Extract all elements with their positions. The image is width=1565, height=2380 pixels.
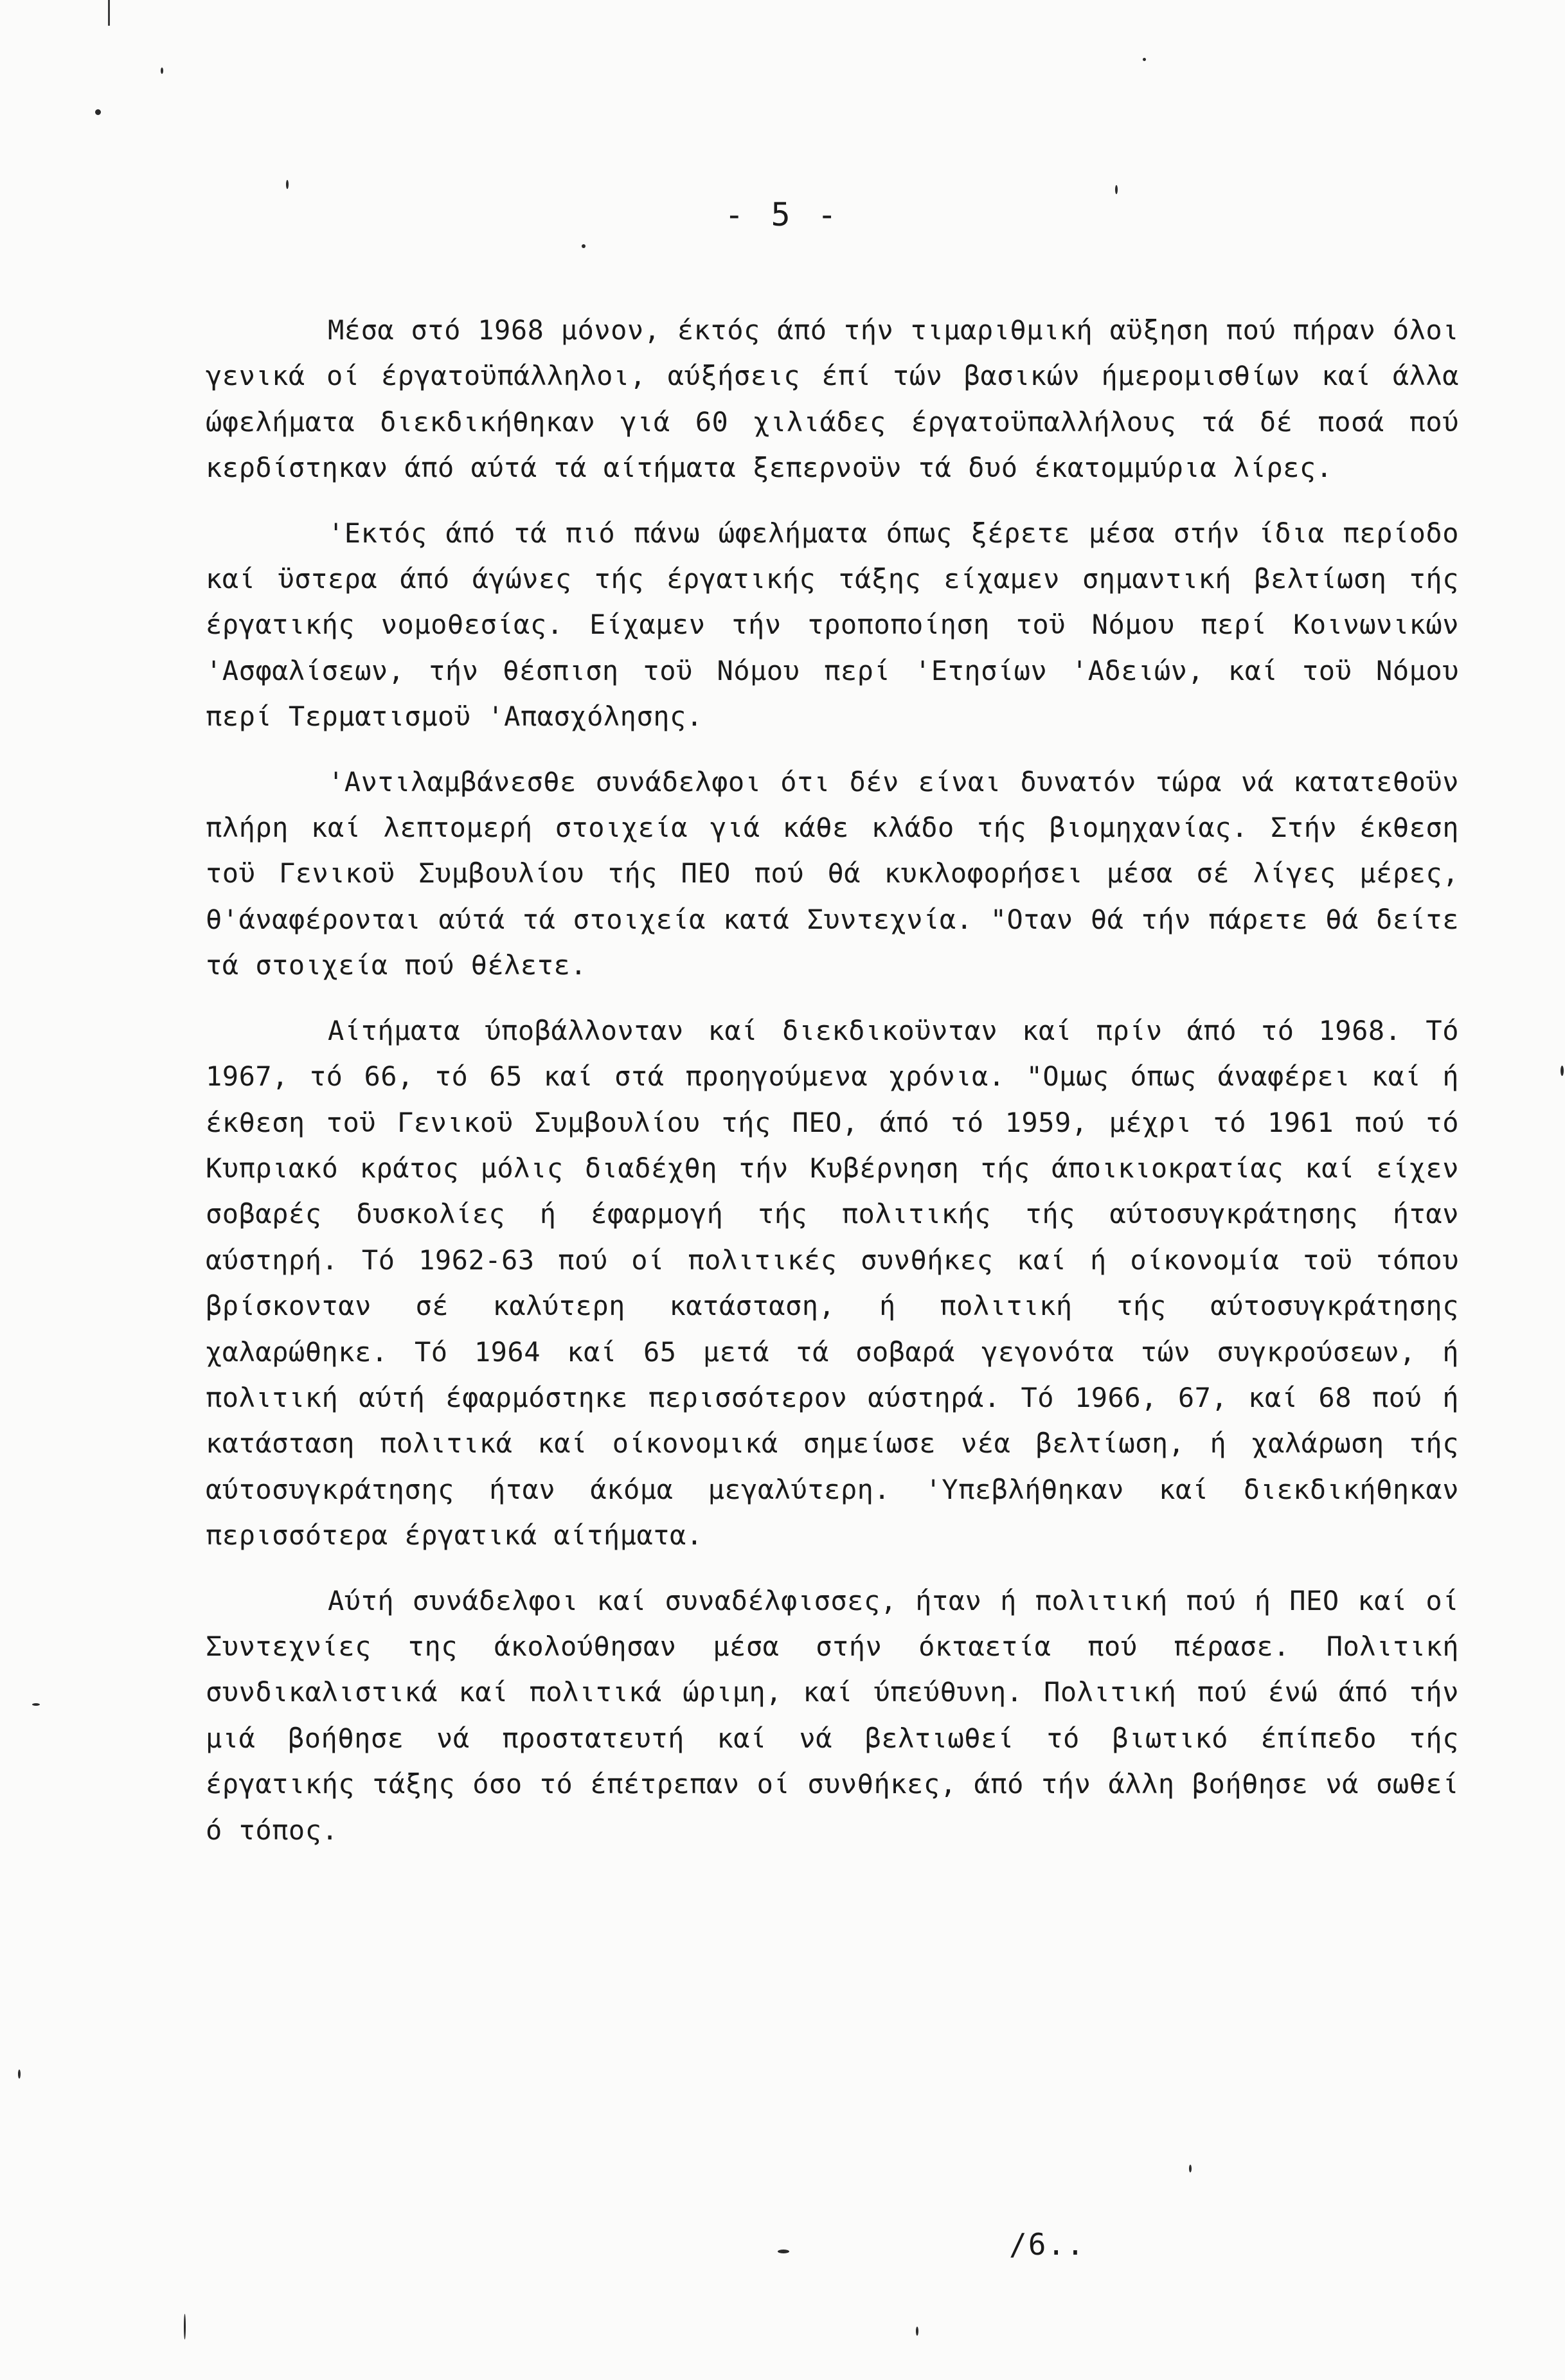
page-number: - 5 - <box>724 196 841 233</box>
scan-speck <box>184 2314 186 2340</box>
document-body <box>206 307 1476 1872</box>
scan-speck <box>582 244 586 248</box>
scan-speck <box>1561 1066 1564 1076</box>
scan-speck <box>1189 2165 1192 2172</box>
scan-speck <box>18 2070 21 2079</box>
scan-speck <box>1143 58 1146 61</box>
scan-speck <box>32 1703 40 1706</box>
paragraph: 'Αντιλαμβάνεσθε συνάδελφοι ότι δέν είναι δυνατόν τώρα νά κατατεθοϋν πλήρη καί λεπτομερή στοιχεία γιά κάθε κλάδο τής βιομηχανίας. Στήν έκθεση τοϋ Γενικοϋ Συμβουλίου τής ΠΕΟ πού θά κυκλοφορήσει μέσα σέ λίγες μέρες, θ'άναφέρονται αύτά τά στοιχεία κατά Συντεχνία. "Οταν θά τήν πάρετε θά δείτε τά στοιχεία πού θέλετε. <box>206 765 1476 981</box>
continuation-marker: /6.. <box>1009 2227 1086 2262</box>
scan-speck <box>95 109 101 115</box>
scan-speck <box>916 2327 918 2336</box>
paragraph: Αύτή συνάδελφοι καί συναδέλφισσες, ήταν ή πολιτική πού ή ΠΕΟ καί οί Συντεχνίες της άκολούθησαν μέσα στήν όκταετία πού πέρασε. Πολιτική συνδικαλιστικά καί πολιτικά ώριμη, καί ύπεύθυνη. Πολιτική πού ένώ άπό τήν μιά βοήθησε νά προστατευτή καί νά βελτιωθεί τό βιωτικό έπίπεδο τής έργατικής τάξης όσο τό έπέτρεπαν οί συνθήκες, άπό τήν άλλη βοήθησε νά σωθεί ό τόπος. <box>206 1584 1476 1846</box>
paragraph: Μέσα στό 1968 μόνον, έκτός άπό τήν τιμαριθμική αϋξηση πού πήραν όλοι γενικά οί έργατοϋπάλληλοι, αύξήσεις έπί τών βασικών ήμερομισθίων καί άλλα ώφελήματα διεκδικήθηκαν γιά 60 χιλιάδες έργατοϋπαλλήλους τά δέ ποσά πού κερδίστηκαν άπό αύτά τά αίτήματα ξεπερνοϋν τά δυό έκατομμύρια λίρες. <box>206 314 1476 484</box>
scan-speck <box>286 180 289 189</box>
scan-speck <box>778 2250 789 2253</box>
scan-speck <box>161 67 163 74</box>
paragraph: Αίτήματα ύποβάλλονταν καί διεκδικοϋνταν καί πρίν άπό τό 1968. Τό 1967, τό 66, τό 65 καί στά προηγούμενα χρόνια. "Ομως όπως άναφέρει καί ή έκθεση τοϋ Γενικοϋ Συμβουλίου τής ΠΕΟ, άπό τό 1959, μέχρι τό 1961 πού τό Κυπριακό κράτος μόλις διαδέχθη τήν Κυβέρνηση τής άποικιοκρατίας καί είχεν σοβαρές δυσκολίες ή έφαρμογή τής πολιτικής τής αύτοσυγκράτησης ήταν αύστηρή. Τό 1962-63 πού οί πολιτικές συνθήκες καί ή οίκονομία τοϋ τόπου βρίσκονταν σέ καλύτερη κατάσταση, ή πολιτική τής αύτοσυγκράτησης χαλαρώθηκε. Τό 1964 καί 65 μετά τά σοβαρά γεγονότα τών συγκρούσεων, ή πολιτική αύτή έφαρμόστηκε περισσότερον αύστηρά. Τό 1966, 67, καί 68 πού ή κατάσταση πολιτικά καί οίκονομικά σημείωσε νέα βελτίωση, ή χαλάρωση τής αύτοσυγκράτησης ήταν άκόμα μεγαλύτερη. 'Υπεβλήθηκαν καί διεκδικήθηκαν περισσότερα έργατικά αίτήματα. <box>206 1014 1476 1552</box>
scan-speck <box>1115 185 1118 194</box>
paragraph: 'Εκτός άπό τά πιό πάνω ώφελήματα όπως ξέρετε μέσα στήν ίδια περίοδο καί ϋστερα άπό άγώνες τής έργατικής τάξης είχαμεν σημαντική βελτίωση τής έργατικής νομοθεσίας. Είχαμεν τήν τροποποίηση τοϋ Νόμου περί Κοινωνικών 'Ασφαλίσεων, τήν θέσπιση τοϋ Νόμου περί 'Ετησίων 'Αδειών, καί τοϋ Νόμου περί Τερματισμοϋ 'Απασχόλησης. <box>206 517 1476 733</box>
scan-edge-mark <box>108 0 110 26</box>
